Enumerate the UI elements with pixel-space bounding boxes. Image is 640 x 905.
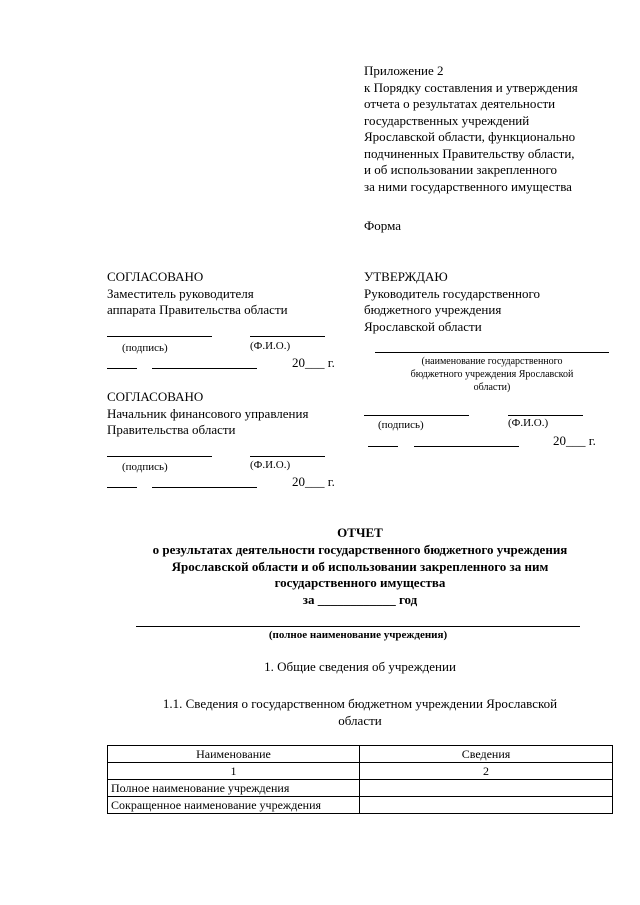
confirmed-position-line: Ярославской области [364,318,482,334]
confirmed-org-label [368,355,616,394]
table-row [108,780,613,797]
report-subtitle-line: Ярославской области и об использовании закрепленного за ним [171,558,549,574]
approved1-block [107,269,357,319]
confirmed-heading: УТВЕРЖДАЮ [364,269,448,284]
approved2-signature-line[interactable] [107,456,212,457]
confirmed-signature-line[interactable] [364,415,469,416]
table-header-info: Сведения [360,746,613,763]
appendix-line: и об использовании закрепленного [364,162,558,177]
appendix-line: к Порядку составления и утверждения [364,79,578,95]
report-subtitle-line: о результатах деятельности государственного бюджетного учреждения [152,542,568,557]
approved2-year: 20___ г. [292,474,335,489]
table-header-name: Наименование [108,746,360,763]
institution-info-table [107,745,613,814]
approved2-name-line[interactable] [250,456,325,457]
confirmed-signature-label: (подпись) [378,419,424,431]
confirmed-month-line[interactable] [414,446,519,447]
approved1-signature-label: (подпись) [122,342,168,354]
approved1-month-line[interactable] [152,368,257,369]
approved1-year: 20___ г. [292,355,335,370]
table-number-cell: 1 [108,763,360,780]
table-header-row [108,746,613,763]
table-cell-name: Полное наименование учреждения [108,780,360,797]
approved2-block [107,389,357,439]
confirmed-year: 20___ г. [553,433,596,448]
approved2-heading: СОГЛАСОВАНО [107,389,204,404]
confirmed-org-line[interactable] [375,352,609,353]
approved2-position-line: Правительства области [107,422,236,437]
table-number-cell: 2 [360,763,613,780]
table-row [108,797,613,814]
confirmed-name-label: (Ф.И.О.) [508,417,549,429]
form-label: Форма [364,218,401,233]
confirmed-block [364,269,624,335]
approved1-position-line: Заместитель руководителя [107,285,254,301]
table-number-row [108,763,613,780]
approved2-name-label: (Ф.И.О.) [250,459,291,471]
subsection-title [100,696,620,729]
table-cell-name: Сокращенное наименование учреждения [108,797,360,814]
subsection-title-line: 1.1. Сведения о государственном бюджетном учреждении Ярославской [162,696,558,711]
report-period: за ____________ год [302,591,418,607]
approved1-heading: СОГЛАСОВАНО [107,269,204,284]
appendix-line: Ярославской области, функционально [364,129,576,144]
approved1-name-line[interactable] [250,336,325,337]
approved2-day-line[interactable] [107,487,137,488]
table-cell-value[interactable] [360,797,613,814]
section1-title: 1. Общие сведения об учреждении [264,659,456,674]
confirmed-org-label-line: (наименование государственного [421,356,563,367]
approved2-month-line[interactable] [152,487,257,488]
confirmed-org-label-line: бюджетного учреждения Ярославской [410,369,574,380]
approved2-signature-label: (подпись) [122,461,168,473]
approved2-position-line: Начальник финансового управления [107,405,309,421]
full-name-line[interactable] [136,626,580,627]
appendix-line: отчета о результатах деятельности [364,96,556,111]
appendix-block [364,63,634,195]
subsection-title-line: области [338,712,382,728]
appendix-line: государственных учреждений [364,112,530,128]
approved1-day-line[interactable] [107,368,137,369]
full-name-label: (полное наименование учреждения) [268,629,448,641]
appendix-line: Приложение 2 [364,63,444,78]
report-subtitle [90,542,630,608]
approved1-position-line: аппарата Правительства области [107,302,288,317]
confirmed-position-line: Руководитель государственного [364,285,540,301]
table-cell-value[interactable] [360,780,613,797]
confirmed-org-label-line: области) [473,382,511,393]
report-title: ОТЧЕТ [337,525,383,540]
confirmed-position-line: бюджетного учреждения [364,302,502,317]
report-subtitle-line: государственного имущества [274,575,446,590]
appendix-line: подчиненных Правительству области, [364,145,575,161]
approved1-signature-line[interactable] [107,336,212,337]
confirmed-day-line[interactable] [368,446,398,447]
appendix-line: за ними государственного имущества [364,178,572,194]
approved1-name-label: (Ф.И.О.) [250,340,291,352]
